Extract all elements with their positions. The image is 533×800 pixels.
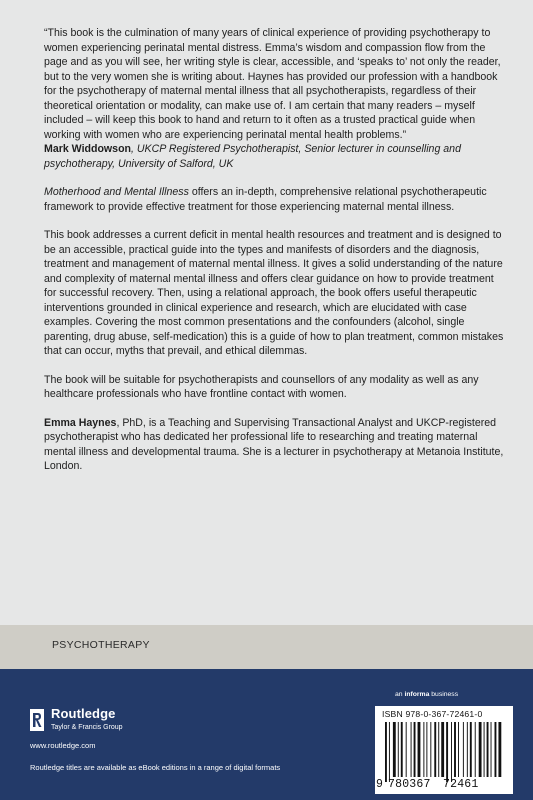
barcode-bar (406, 722, 407, 777)
subject-label: PSYCHOTHERAPY (52, 639, 150, 651)
barcode-bar (458, 722, 459, 777)
barcode-bar (423, 722, 424, 777)
endorsement-quote: “This book is the culmination of many years of clinical experience of providing psychotherapy to women experiencing perinatal mental distress. Emma’s wisdom and compassion flow from the page and as you will see, her writing style is clear, accessible, and ‘speaks to’ not only the reader, but to the very women she is writing about. Haynes has provided our profession with a handbook for the psychotherapy of maternal mental illness that all psychotherapists, regardless of their theoretical orientation or modality, can make use of. I am certain that many readers – myself included – will keep this book to hand and return to it often as a trusted practical guide when working with women who are experiencing perinatal mental health problems.” (44, 27, 501, 141)
barcode-bar (470, 722, 472, 777)
barcode-digits-right: 72461 (443, 778, 479, 791)
informa-brand: informa (404, 691, 430, 698)
barcode-bar (430, 722, 431, 777)
description-paragraph-2: This book addresses a current deficit in mental health resources and treatment and is designed to be an accessible, practical guide into the types and manifests of disorders and the diagnosis, treatment and management of maternal mental illness. It gives a solid understanding of the nature and complexity of maternal mental illness and offers clear guidance on how to provide treatment for successful recovery. Then, using a relational approach, the book offers useful therapeutic interventions grounded in clinical experience and research, which are elucidated with case examples. Covering the most common presentations and the confounders (alcohol, single parenting, drug abuse, self-medication) this is a guide of how to plan treatment, common mistakes that can occur, myths that prevail, and ethical dilemmas. (44, 229, 504, 357)
publisher-subtitle: Taylor & Francis Group (51, 724, 123, 731)
description-paragraph-3: The book will be suitable for psychotherapists and counsellors of any modality as well as any healthcare professionals who have frontline contact with women. (44, 373, 479, 400)
routledge-r-logo-icon (30, 709, 44, 731)
endorsement-credentials: , UKCP Registered Psychotherapist, Senior lecturer in counselling and psychotherapy, University of Salford, UK (44, 143, 461, 170)
informa-business-tagline: an informa business (395, 691, 459, 698)
barcode-bar (495, 722, 497, 777)
isbn-label: ISBN 978-0-367-72461-0 (382, 709, 483, 719)
barcode-box (375, 706, 513, 794)
barcode-bar (451, 722, 452, 782)
subject-band (0, 625, 533, 669)
publisher-website: www.routledge.com (30, 741, 96, 750)
barcode-bar (498, 722, 501, 777)
barcode-bar (467, 722, 468, 777)
publisher-name: Routledge (51, 706, 116, 721)
barcode-bar (426, 722, 427, 777)
author-name: Emma Haynes (44, 416, 117, 429)
barcode-bar (438, 722, 439, 777)
barcode-bar (411, 722, 412, 777)
publisher-footer (0, 669, 533, 800)
barcode-bar (393, 722, 396, 777)
barcode-bar (414, 722, 416, 777)
barcode-bar (418, 722, 421, 777)
endorsement-author: Mark Widdowson (44, 143, 132, 155)
endorsement (44, 26, 504, 171)
author-bio (44, 416, 504, 474)
barcode-bar (487, 722, 489, 777)
barcode-bar (401, 722, 403, 777)
description-intro-text: offers an in-depth, comprehensive relational psychotherapeutic framework to provide effective treatment for those experiencing maternal mental illness. (44, 186, 487, 213)
book-title: Motherhood and Mental Illness (44, 186, 189, 198)
ebook-note: Routledge titles are available as eBook editions in a range of digital formats (30, 763, 281, 772)
barcode-bar (454, 722, 456, 777)
barcode-bar (463, 722, 464, 777)
barcode-icon (385, 722, 503, 782)
barcode-digits (375, 778, 513, 794)
barcode-bar (479, 722, 482, 777)
barcode-bar (434, 722, 436, 777)
barcode-bar (441, 722, 444, 777)
barcode-digit-first: 9 (376, 778, 383, 791)
barcode-bar (385, 722, 387, 782)
barcode-bar (446, 722, 448, 782)
barcode-bar (475, 722, 476, 777)
back-cover-text (44, 26, 504, 488)
author-bio-text: , PhD, is a Teaching and Supervising Transactional Analyst and UKCP-registered psychotherapist who has dedicated her professional life to researching and treating maternal mental illness and developmental trauma. She is a lecturer in psychotherapy at Metanoia Institute, London. (44, 416, 504, 472)
barcode-bar (389, 722, 390, 782)
barcode-bar (398, 722, 399, 777)
barcode-bar (484, 722, 485, 777)
barcode-digits-left: 780367 (388, 778, 431, 791)
description-intro (44, 185, 504, 214)
barcode-bar (491, 722, 492, 777)
